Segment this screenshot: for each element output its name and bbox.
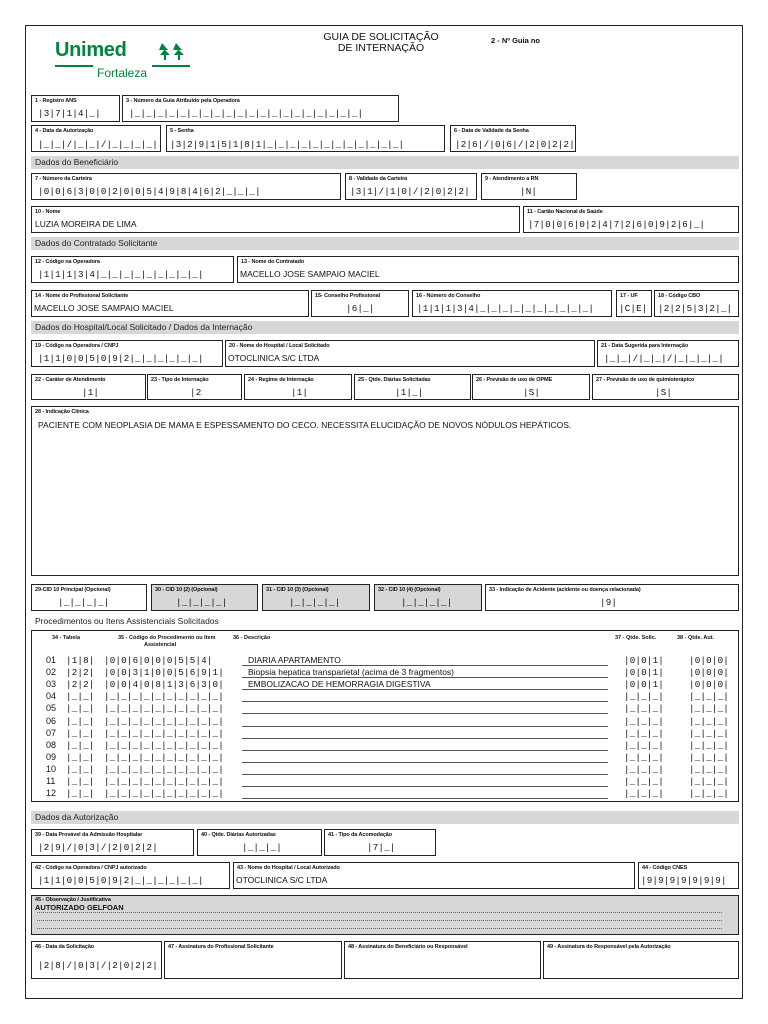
field-label: 28 - Indicação Clínica [35,409,89,415]
procedure-qtde-solic[interactable]: |_|_|_| [624,703,664,715]
procedure-tabela[interactable]: |_|_| [66,691,95,703]
field-value: |7|0|0|6|0|2|4|7|2|6|0|9|2|6|_| [528,219,706,230]
field-value: |1|1|1|3|4|_|_|_|_|_|_|_|_|_| [38,269,204,280]
field-label: 4 - Data da Autorização [35,128,94,134]
table-row [32,667,750,679]
row-number: 02 [46,667,57,678]
logo-rule [55,65,93,67]
field-label: 24 - Regime de Internação [248,377,314,383]
procedure-tabela[interactable]: |_|_| [66,739,95,751]
field-value: |_|_|/|_|_|/|_|_|_|_| [604,353,724,364]
field-cid-2[interactable] [151,584,258,611]
procedure-tabela[interactable]: |_|_| [66,776,95,787]
procedure-tabela[interactable]: |_|_| [66,727,95,739]
procedure-descricao[interactable]: DIARIA APARTAMENTO [242,655,608,666]
field-label: 19 - Código na Operadora / CNPJ [35,343,119,349]
field-cartao-nacional-saude[interactable] [523,206,739,233]
field-label: 22 - Caráter de Atendimento [35,377,106,383]
field-previsao-quimioterapico[interactable] [592,374,739,400]
procedure-codigo[interactable]: |_|_|_|_|_|_|_|_|_|_| [104,739,224,751]
field-data-admissao[interactable] [31,829,194,856]
section-procedimentos: Procedimentos ou Itens Assistenciais Solicitados [31,615,739,629]
field-previsao-opme[interactable] [472,374,590,400]
procedure-codigo[interactable]: |_|_|_|_|_|_|_|_|_|_| [104,751,224,763]
field-label: 27 - Previsão de uso de quimioterápico [596,377,695,383]
field-label: 21 - Data Sugerida para Internação [601,343,689,349]
row-number: 12 [46,788,57,799]
field-atendimento-rn[interactable] [481,173,577,200]
row-number: 03 [46,679,57,690]
field-numero-guia-operadora[interactable] [122,95,399,122]
row-number: 07 [46,727,57,738]
field-label: 20 - Nome do Hospital / Local Solicitado [229,343,330,349]
procedure-codigo[interactable]: |_|_|_|_|_|_|_|_|_|_| [104,727,224,739]
field-value: OTOCLINICA S/C LTDA [236,875,328,885]
procedure-codigo[interactable]: |_|_|_|_|_|_|_|_|_|_| [104,763,224,775]
field-data-sugerida[interactable] [597,340,739,367]
table-row [32,764,750,776]
field-cid-principal[interactable] [31,584,147,611]
field-label: 13 - Nome do Contratado [241,259,305,265]
field-cid-4[interactable] [374,584,482,611]
procedure-descricao[interactable] [242,764,608,775]
field-data-solicitacao[interactable] [31,941,162,979]
section-autorizacao: Dados da Autorização [31,811,739,824]
field-value: |9| [600,597,618,608]
section-beneficiario: Dados do Beneficiário [31,156,739,169]
procedure-qtde-aut[interactable]: |_|_|_| [689,703,729,715]
column-header-descricao: 36 - Descrição [233,635,271,641]
section-contratado: Dados do Contratado Solicitante [31,237,739,250]
procedure-tabela[interactable]: |2|2| [66,679,95,691]
field-label: 31 - CID 10 (3) (Opcional) [266,587,329,593]
form-title-line1: GUIA DE SOLICITAÇÃO [323,31,439,43]
row-number: 10 [46,763,57,774]
field-label: 30 - CID 10 (2) (Opcional) [155,587,218,593]
field-value: |3|7|1|4|_| [38,108,101,119]
field-label: 29-CID 10 Principal (Opcional) [35,587,111,593]
table-row [32,655,750,667]
procedure-descricao[interactable] [242,740,608,751]
field-label: 1 - Registro ANS [35,98,77,104]
procedure-qtde-aut[interactable]: |_|_|_| [689,788,729,800]
procedure-codigo[interactable]: |_|_|_|_|_|_|_|_|_|_| [104,703,224,715]
field-codigo-cbo[interactable] [654,290,739,317]
table-row [32,740,750,752]
field-label: 49 - Assinatura do Responsável pela Autorização [547,944,671,950]
field-numero-conselho[interactable] [412,290,612,317]
field-value: |1|1|1|3|4|_|_|_|_|_|_|_|_|_|_| [417,303,595,314]
field-value: |1| [291,387,309,398]
procedure-tabela[interactable]: |_|_| [66,715,95,727]
field-value: |9|9|9|9|9|9|9| [641,875,727,886]
field-nome-hospital[interactable] [225,340,595,367]
field-label: 33 - Indicação de Acidente (acidente ou doença relacionada) [489,587,641,593]
field-label: 26 - Previsão de uso de OPME [476,377,553,383]
procedure-qtde-solic[interactable]: |_|_|_| [624,727,664,739]
procedure-codigo[interactable]: |0|0|3|1|0|0|5|6|9|1| [104,667,224,679]
procedure-qtde-solic[interactable]: |_|_|_| [624,739,664,751]
field-label: 8 - Validade da Carteira [349,176,408,182]
field-label: 6 - Data de Validade da Senha [454,128,529,134]
field-value: |1| [82,387,100,398]
field-codigo-operadora[interactable] [31,256,234,283]
field-conselho-profissional[interactable] [311,290,409,317]
field-validade-senha[interactable] [450,125,576,152]
signature-beneficiario[interactable] [344,941,541,979]
field-registro-ans[interactable] [31,95,120,122]
signature-responsavel-autorizacao[interactable] [543,941,739,979]
field-tipo-acomodacao[interactable] [324,829,436,856]
form-title-line2: DE INTERNAÇÃO [337,42,425,54]
procedure-tabela[interactable]: |_|_| [66,751,95,763]
field-label: 23 - Tipo de Internação [151,377,209,383]
field-value: LUZIA MOREIRA DE LIMA [35,219,137,229]
row-number: 05 [46,703,57,714]
field-label: 39 - Data Provável da Admissão Hospitalar [35,832,143,838]
field-value: |2 [190,387,202,398]
procedure-qtde-aut[interactable]: |_|_|_| [689,739,729,751]
row-number: 09 [46,751,57,762]
guide-number-label: 2 - Nº Guia no [491,36,540,45]
field-value: |C|E| [619,303,648,314]
field-nome-contratado[interactable] [237,256,739,283]
field-value: |_|_|_|_| [176,597,228,608]
procedure-qtde-solic[interactable]: |_|_|_| [624,776,664,787]
procedure-codigo[interactable]: |0|0|6|0|0|0|5|5|4| [104,655,213,666]
field-label: 45 - Observação / Justificativa [35,897,111,903]
field-label: 46 - Data da Solicitação [35,944,95,950]
observation-line [37,928,722,929]
field-label: 7 - Número da Carteira [35,176,92,182]
field-value: |_|_|_|_| [58,597,110,608]
guia-form [25,25,743,999]
field-value: |3|2|9|1|5|1|8|1|_|_|_|_|_|_|_|_|_|_|_|_| [170,139,405,150]
field-qtde-diarias[interactable] [354,374,471,400]
section-hospital: Dados do Hospital/Local Solicitado / Dados da Internação [31,321,739,334]
field-qtde-diarias-autorizadas[interactable] [197,829,322,856]
field-label: 3 - Número da Guia Atribuído pela Operadora [126,98,240,104]
row-number: 11 [46,776,56,786]
field-value: |_|_|_| [242,842,282,853]
procedure-descricao[interactable]: EMBOLIZACAO DE HEMORRAGIA DIGESTIVA [242,679,608,690]
procedure-descricao[interactable] [242,788,608,799]
row-number: 04 [46,691,57,702]
procedure-descricao[interactable] [242,691,608,702]
field-value: |1|1|0|0|5|0|9|2|_|_|_|_|_|_| [38,353,204,364]
procedure-descricao[interactable] [242,728,608,739]
field-label: 10 - Nome [35,209,61,215]
column-header-tabela: 34 - Tabela [52,635,81,641]
procedure-descricao[interactable] [242,752,608,763]
field-value: AUTORIZADO GELFOAN [35,903,124,912]
field-label: 32 - CID 10 (4) (Opcional) [378,587,441,593]
field-value: |6|_| [346,303,375,314]
procedure-qtde-solic[interactable]: |_|_|_| [624,691,664,703]
field-value: |1|1|0|0|5|0|9|2|_|_|_|_|_|_| [38,875,204,886]
observation-line [37,920,722,921]
field-indicacao-clinica[interactable] [31,406,739,576]
field-value: |_|_|_|_| [401,597,453,608]
field-value: |1|_| [395,387,424,398]
procedure-codigo[interactable]: |_|_|_|_|_|_|_|_|_|_| [104,788,224,800]
procedure-qtde-aut[interactable]: |0|0|0| [689,679,729,691]
procedure-qtde-aut[interactable]: |_|_|_| [689,751,729,763]
procedure-qtde-aut[interactable]: |0|0|0| [689,655,729,666]
field-value: |S| [523,387,541,398]
column-header-codigo: 35 - Código do Procedimento ou Item [118,635,216,641]
procedure-tabela[interactable]: |_|_| [66,703,95,715]
field-label: 25 - Qtde. Diárias Solicitadas [358,377,431,383]
field-value: MACELLO JOSE SAMPAIO MACIEL [34,303,174,313]
table-row [32,716,750,728]
field-data-autorizacao[interactable] [31,125,161,152]
field-value: |7|_| [367,842,396,853]
procedure-tabela[interactable]: |_|_| [66,763,95,775]
observation-line [37,912,722,913]
field-label: 44 - Código CNES [642,865,688,871]
field-profissional-solicitante[interactable] [31,290,309,317]
row-number: 01 [46,655,57,665]
table-row [32,788,750,800]
logo-rule [152,65,190,67]
procedure-descricao[interactable]: Biopsia hepatica transparietal (acima de 3 fragmentos) [242,667,608,678]
field-value: |0|0|6|3|0|0|2|0|0|5|4|9|8|4|6|2|_|_|_| [38,186,261,197]
field-label: 14 - Nome do Profissional Solicitante [35,293,129,299]
field-cid-3[interactable] [262,584,370,611]
field-numero-carteira[interactable] [31,173,341,200]
procedure-qtde-aut[interactable]: |_|_|_| [689,776,729,787]
field-label: 41 - Tipo da Acomodação [328,832,393,838]
procedure-qtde-solic[interactable]: |_|_|_| [624,715,664,727]
table-row [32,728,750,740]
field-value: |2|6|/|0|6|/|2|0|2|2| [455,139,575,150]
procedure-codigo[interactable]: |_|_|_|_|_|_|_|_|_|_| [104,715,224,727]
table-row [32,752,750,764]
signature-profissional-solicitante[interactable] [164,941,342,979]
field-value: PACIENTE COM NEOPLASIA DE MAMA E ESPESSAMENTO DO CECO. NECESSITA ELUCIDAÇÃO DE NOVOS NÓDULOS HEPÁTICOS. [38,420,572,430]
field-indicacao-acidente[interactable] [485,584,739,611]
field-label: 12 - Código na Operadora [35,259,100,265]
procedure-codigo[interactable]: |_|_|_|_|_|_|_|_|_|_| [104,691,224,703]
procedure-qtde-aut[interactable]: |0|0|0| [689,667,729,679]
table-row [32,703,750,715]
field-value: |2|8|/|0|3|/|2|0|2|2| [38,960,158,971]
column-header-qtde-aut: 38 - Qtde. Aut. [677,635,715,641]
column-header-qtde-solic: 37 - Qtde. Solic. [615,635,657,641]
field-codigo-cnes[interactable] [638,862,739,889]
field-label: 42 - Código na Operadora / CNPJ autorizado [35,865,147,871]
field-value: |_|_|_|_| [289,597,341,608]
procedure-tabela[interactable]: |2|2| [66,667,95,679]
form-title [296,32,466,54]
field-carater-atendimento[interactable] [31,374,146,400]
field-nome[interactable] [31,206,520,233]
field-value: |_|_|_|_|_|_|_|_|_|_|_|_|_|_|_|_|_|_|_|_| [129,108,364,119]
procedure-descricao[interactable] [242,716,608,727]
row-number: 06 [46,715,57,726]
field-uf[interactable] [616,290,652,317]
procedure-qtde-solic[interactable]: |_|_|_| [624,751,664,763]
procedure-qtde-aut[interactable]: |_|_|_| [689,715,729,727]
field-label: 9 - Atendimento a RN [485,176,539,182]
field-label: 43 - Nome do Hospital / Local Autorizado [237,865,340,871]
procedure-qtde-aut[interactable]: |_|_|_| [689,691,729,703]
field-senha[interactable] [166,125,445,152]
unimed-logo [55,39,205,87]
table-row [32,679,750,691]
field-label: 5 - Senha [170,128,194,134]
procedure-descricao[interactable] [242,776,608,787]
field-label: 16 - Número do Conselho [416,293,481,299]
field-regime-internacao[interactable] [244,374,352,400]
procedure-qtde-solic[interactable]: |_|_|_| [624,788,664,800]
table-row [32,776,750,788]
field-validade-carteira[interactable] [345,173,477,200]
field-label: 17 - UF [620,293,638,299]
field-tipo-internacao[interactable] [147,374,242,400]
field-value: |2|9|/|0|3|/|2|0|2|2| [38,842,158,853]
field-label: 18 - Código CBO [658,293,701,299]
procedure-qtde-aut[interactable]: |_|_|_| [689,763,729,775]
field-value: OTOCLINICA S/C LTDA [228,353,320,363]
brand-city: Fortaleza [97,66,148,80]
field-label: 11 - Cartão Nacional de Saúde [527,209,603,215]
procedure-codigo[interactable]: |_|_|_|_|_|_|_|_|_|_| [104,776,224,787]
table-row [32,691,750,703]
field-value: MACELLO JOSE SAMPAIO MACIEL [240,269,380,279]
procedure-tabela[interactable]: |1|8| [66,655,95,666]
row-number: 08 [46,739,57,750]
field-value: |N| [520,186,538,197]
brand-name: Unimed [55,39,127,61]
procedure-qtde-solic[interactable]: |_|_|_| [624,763,664,775]
field-value: |S| [655,387,673,398]
field-value: |2|2|5|3|2|_| [658,303,733,314]
procedures-table [31,630,739,802]
unimed-tree-icon [158,41,188,61]
procedure-qtde-aut[interactable]: |_|_|_| [689,727,729,739]
procedure-qtde-solic[interactable]: |0|0|1| [624,667,664,679]
field-hospital-autorizado[interactable] [233,862,635,889]
field-label: 15- Conselho Profissional [315,293,381,299]
field-codigo-cnpj[interactable] [31,340,223,367]
field-label: 40 - Qtde. Diárias Autorizadas [201,832,276,838]
field-observacao[interactable] [31,895,739,935]
field-label: 48 - Assinatura do Beneficiário ou Responsável [348,944,468,950]
field-value: |_|_|/|_|_|/|_|_|_|_| [38,139,158,150]
field-codigo-cnpj-autorizado[interactable] [31,862,230,889]
column-header-codigo-sub: Assistencial [144,642,177,648]
field-label: 47 - Assinatura do Profissional Solicitante [168,944,274,950]
procedure-descricao[interactable] [242,703,608,714]
procedure-tabela[interactable]: |_|_| [66,788,95,800]
procedure-codigo[interactable]: |0|0|4|0|8|1|3|6|3|0| [104,679,224,691]
field-value: |3|1|/|1|0|/|2|0|2|2| [350,186,470,197]
procedure-qtde-solic[interactable]: |0|0|1| [624,679,664,691]
procedure-qtde-solic[interactable]: |0|0|1| [624,655,664,666]
